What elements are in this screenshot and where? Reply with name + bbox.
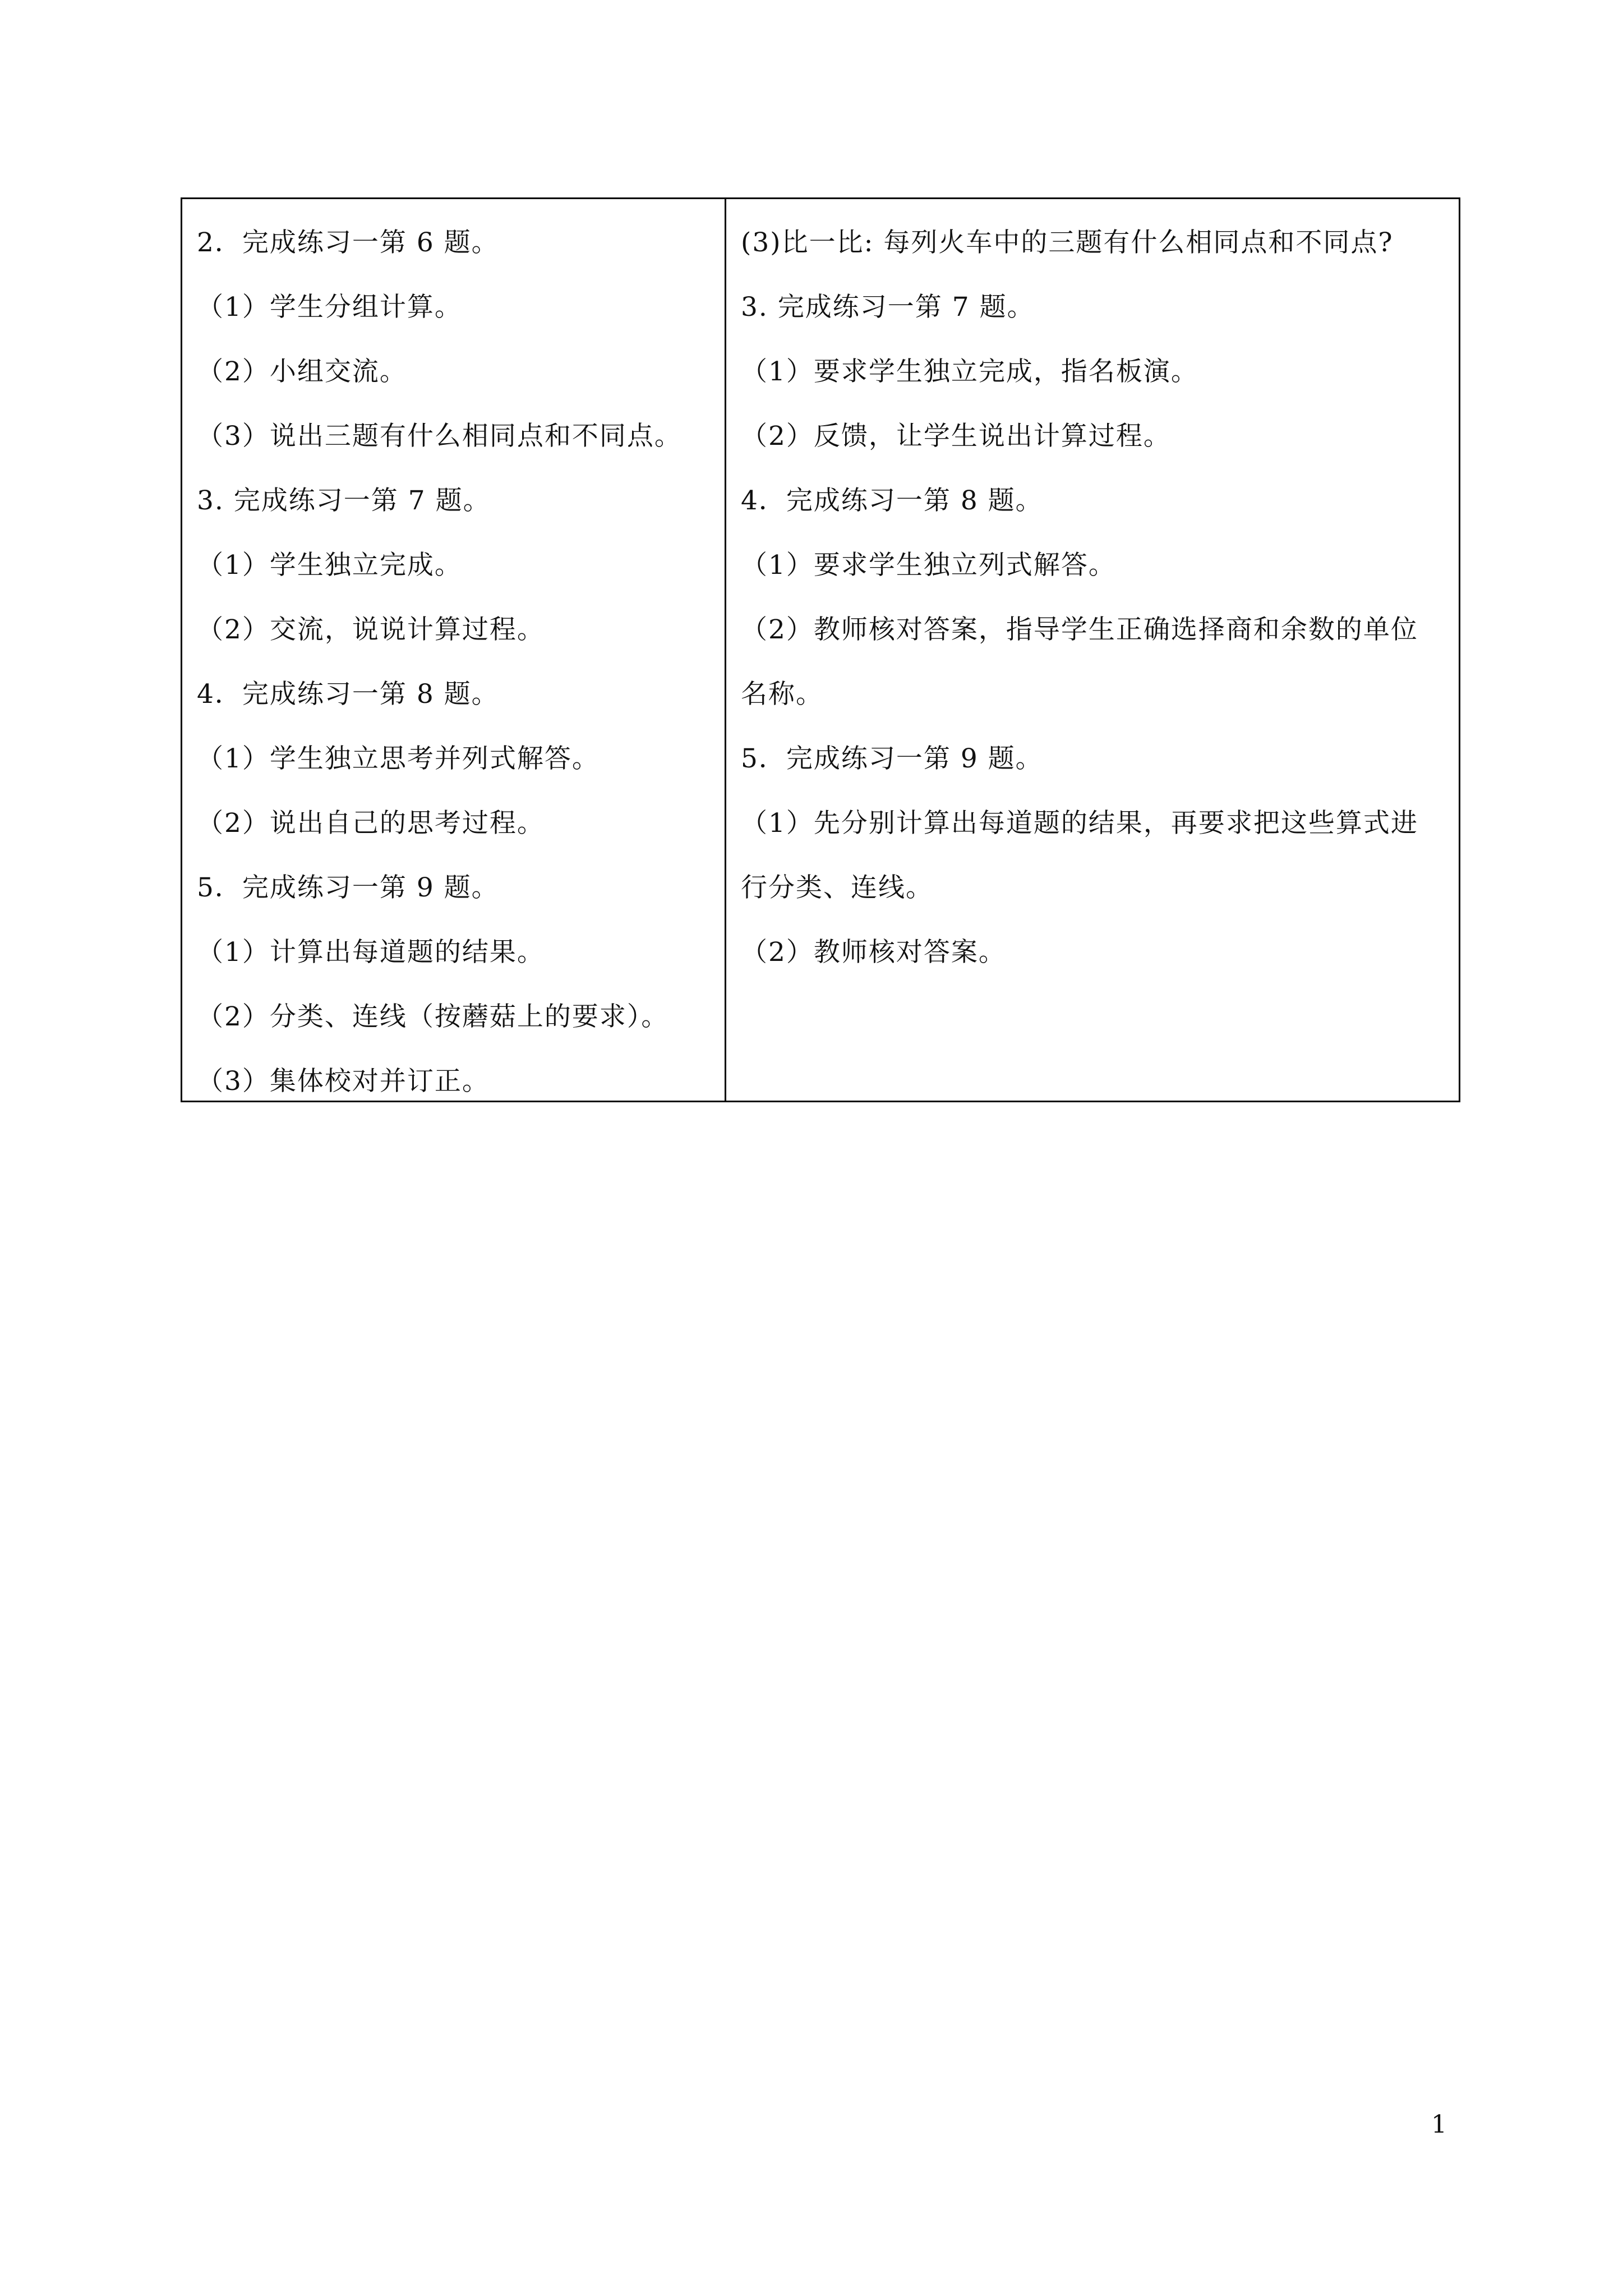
right-line: （2）教师核对答案，指导学生正确选择商和余数的单位 — [741, 614, 1418, 645]
left-line: 5．完成练习一第 9 题。 — [197, 872, 499, 903]
right-line: （1）先分别计算出每道题的结果，再要求把这些算式进 — [741, 808, 1418, 839]
left-line: 2．完成练习一第 6 题。 — [197, 227, 499, 258]
page-number: 1 — [1431, 2110, 1447, 2139]
right-line: （2）教师核对答案。 — [741, 937, 1006, 968]
lesson-plan-table — [181, 197, 1460, 1102]
left-line: （3）说出三题有什么相同点和不同点。 — [197, 421, 682, 452]
right-line: 行分类、连线。 — [741, 872, 933, 903]
teacher-activity-column — [726, 199, 1459, 1101]
left-line: 3. 完成练习一第 7 题。 — [197, 485, 491, 516]
right-line: 5．完成练习一第 9 题。 — [741, 743, 1043, 774]
left-line: （3）集体校对并订正。 — [197, 1066, 490, 1097]
right-line: （1）要求学生独立列式解答。 — [741, 550, 1116, 581]
left-line: （1）学生独立完成。 — [197, 550, 462, 581]
right-line: 3. 完成练习一第 7 题。 — [741, 292, 1035, 323]
student-activity-column — [182, 199, 726, 1101]
right-line: 4．完成练习一第 8 题。 — [741, 485, 1043, 516]
left-line: （2）小组交流。 — [197, 356, 407, 387]
left-line: （1）学生独立思考并列式解答。 — [197, 743, 600, 774]
left-line: （1）学生分组计算。 — [197, 292, 462, 323]
right-line: （2）反馈，让学生说出计算过程。 — [741, 421, 1171, 452]
right-line: 名称。 — [741, 679, 823, 710]
right-line: (3)比一比: 每列火车中的三题有什么相同点和不同点? — [741, 227, 1394, 258]
right-line: （1）要求学生独立完成，指名板演。 — [741, 356, 1198, 387]
left-line: （1）计算出每道题的结果。 — [197, 937, 545, 968]
left-line: （2）分类、连线（按蘑菇上的要求）。 — [197, 1001, 669, 1032]
left-line: 4．完成练习一第 8 题。 — [197, 679, 499, 710]
left-line: （2）交流，说说计算过程。 — [197, 614, 545, 645]
left-line: （2）说出自己的思考过程。 — [197, 808, 545, 839]
